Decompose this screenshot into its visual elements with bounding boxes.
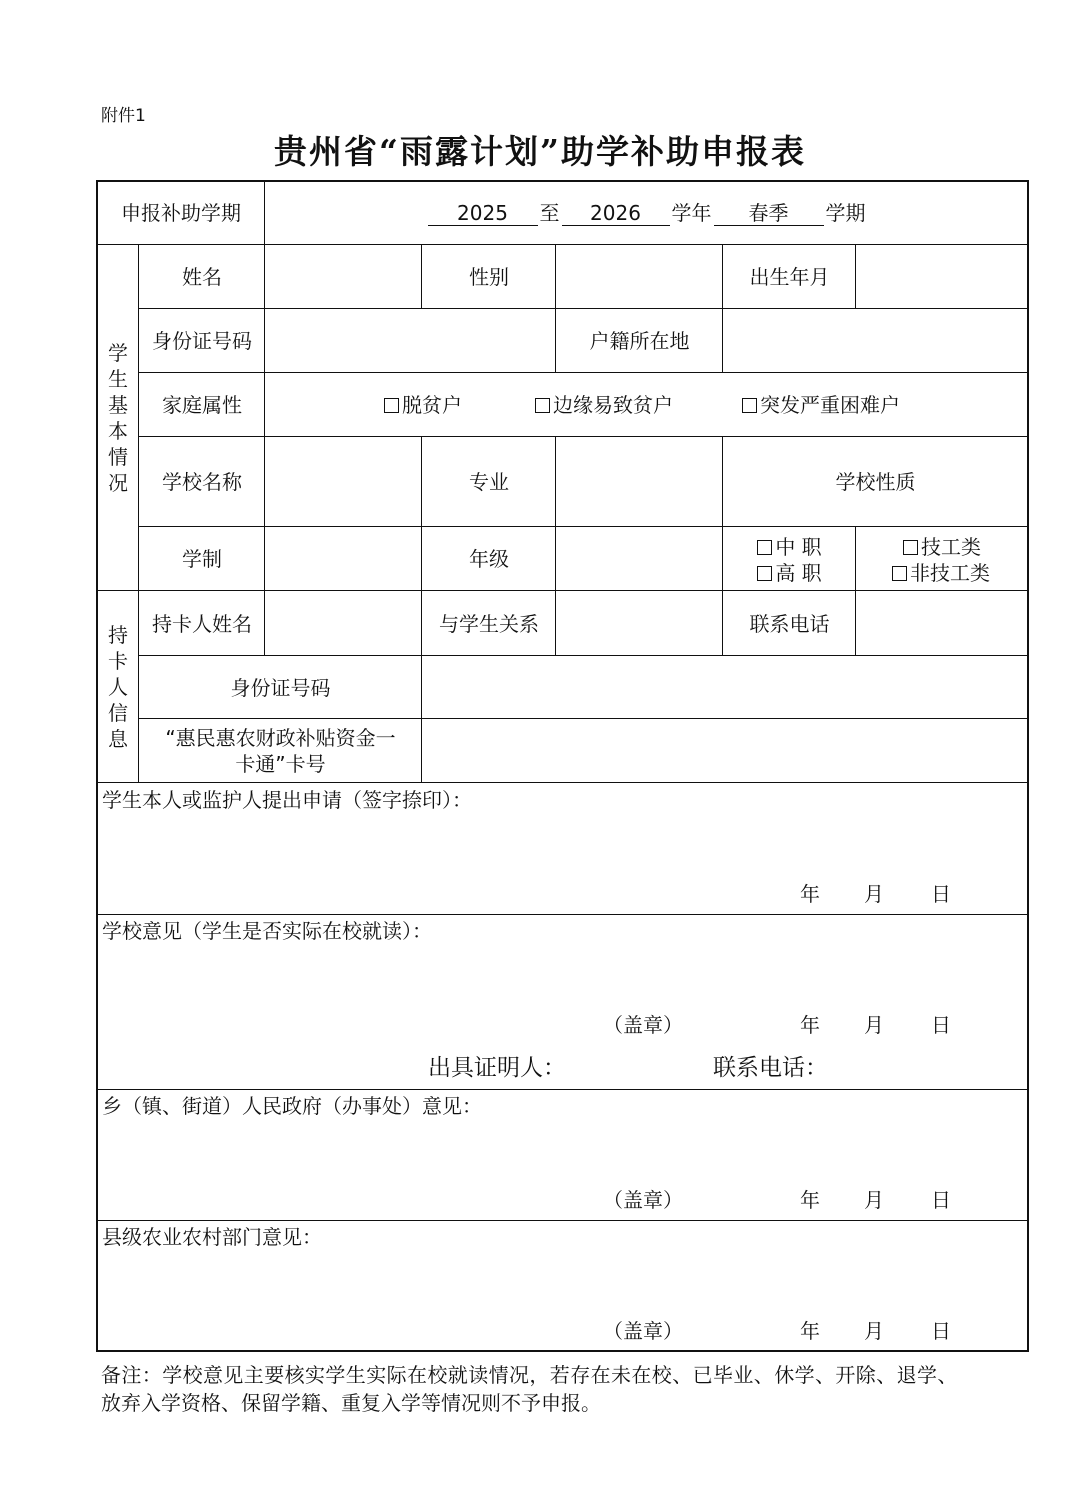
remarks-line2: 放弃入学资格、保留学籍、重复入学等情况则不予申报。	[101, 1391, 601, 1415]
school-seal: （盖章）	[603, 1013, 683, 1037]
term-word: 学期	[825, 201, 866, 225]
term-school-year: 学年	[671, 201, 712, 225]
card-section-label: 持 卡 人 信 息	[108, 623, 128, 751]
level-options	[724, 530, 855, 590]
date-day: 日	[931, 1319, 951, 1343]
county-date[interactable]	[800, 1318, 951, 1344]
date-month: 月	[864, 1013, 884, 1037]
application-date[interactable]	[800, 881, 951, 907]
grade-field[interactable]	[557, 528, 722, 590]
family-option-2[interactable]	[535, 374, 705, 436]
date-year: 年	[800, 1188, 820, 1212]
certifier-label: 出具证明人：	[428, 1055, 566, 1081]
gender-label: 性别	[469, 265, 509, 289]
type-option-label: 非技工类	[910, 561, 990, 585]
holder-phone-field[interactable]	[857, 592, 1027, 655]
checkbox-icon[interactable]	[535, 398, 550, 413]
birth-label: 出生年月	[749, 265, 830, 289]
term-row	[266, 182, 1027, 244]
term-year-start[interactable]: 2025	[428, 201, 538, 226]
term-to: 至	[539, 201, 560, 225]
card-number-label-line2: 卡通”卡号	[235, 752, 326, 776]
school-date[interactable]	[800, 1012, 951, 1038]
date-month: 月	[864, 1188, 884, 1212]
school-opinion-label: 学校意见（学生是否实际在校就读）：	[102, 919, 432, 943]
attachment-label: 附件1	[101, 106, 146, 126]
date-year: 年	[800, 882, 820, 906]
level-option-2[interactable]	[757, 560, 821, 586]
birth-field[interactable]	[857, 246, 1027, 308]
school-contact-label: 联系电话：	[713, 1055, 828, 1081]
checkbox-icon[interactable]	[384, 398, 399, 413]
household-field[interactable]	[724, 310, 1027, 372]
date-month: 月	[864, 1319, 884, 1343]
type-options	[870, 530, 1020, 590]
term-season[interactable]: 春季	[714, 201, 824, 226]
checkbox-icon[interactable]	[892, 566, 907, 581]
name-label: 姓名	[182, 265, 222, 289]
date-month: 月	[864, 882, 884, 906]
grade-label: 年级	[469, 547, 509, 571]
county-opinion-label: 县级农业农村部门意见：	[102, 1225, 322, 1249]
school-name-field[interactable]	[266, 438, 421, 526]
household-label: 户籍所在地	[589, 329, 690, 353]
card-number-label-line1: “惠民惠农财政补贴资金一	[165, 726, 396, 750]
family-attr-label: 家庭属性	[162, 393, 242, 417]
holder-id-field[interactable]	[423, 657, 1027, 718]
level-option-label: 高 职	[775, 561, 822, 585]
term-year-end[interactable]: 2026	[562, 201, 670, 226]
remarks-line1: 备注：学校意见主要核实学生实际在校就读情况，若存在未在校、已毕业、休学、开除、退学、	[101, 1363, 958, 1387]
type-option-2[interactable]	[892, 560, 990, 586]
name-field[interactable]	[266, 246, 421, 308]
holder-phone-label: 联系电话	[749, 611, 830, 636]
type-option-1[interactable]	[903, 534, 981, 560]
holder-id-label: 身份证号码	[230, 675, 331, 700]
town-opinion-label: 乡（镇、街道）人民政府（办事处）意见：	[102, 1094, 482, 1118]
school-nature-label: 学校性质	[835, 470, 916, 494]
checkbox-icon[interactable]	[757, 540, 772, 555]
relation-label: 与学生关系	[439, 611, 539, 636]
major-field[interactable]	[557, 438, 722, 526]
school-name-label: 学校名称	[162, 470, 242, 494]
card-number-label	[140, 720, 421, 782]
card-number-field[interactable]	[423, 720, 1027, 782]
date-day: 日	[931, 1013, 951, 1037]
family-option-label: 边缘易致贫户	[553, 393, 673, 417]
term-label: 申报补助学期	[121, 201, 241, 225]
town-date[interactable]	[800, 1187, 951, 1213]
family-option-1[interactable]	[384, 374, 484, 436]
student-section-label: 学 生 基 本 情 况	[108, 341, 128, 495]
form-title: 贵州省“雨露计划”助学补助申报表	[274, 132, 806, 171]
checkbox-icon[interactable]	[742, 398, 757, 413]
date-year: 年	[800, 1013, 820, 1037]
holder-name-field[interactable]	[266, 592, 421, 655]
relation-field[interactable]	[557, 592, 722, 655]
town-seal: （盖章）	[603, 1188, 683, 1212]
family-option-label: 突发严重困难户	[760, 393, 900, 417]
type-option-label: 技工类	[921, 535, 981, 559]
date-day: 日	[931, 1188, 951, 1212]
schooling-field[interactable]	[266, 528, 421, 590]
major-label: 专业	[469, 470, 509, 494]
level-option-1[interactable]	[757, 534, 821, 560]
gender-field[interactable]	[557, 246, 722, 308]
date-day: 日	[931, 882, 951, 906]
id-field[interactable]	[266, 310, 555, 372]
county-seal: （盖章）	[603, 1319, 683, 1343]
level-option-label: 中 职	[775, 535, 822, 559]
family-option-3[interactable]	[742, 374, 942, 436]
schooling-label: 学制	[182, 547, 222, 571]
date-year: 年	[800, 1319, 820, 1343]
holder-name-label: 持卡人姓名	[152, 611, 252, 636]
family-option-label: 脱贫户	[402, 393, 462, 417]
id-label: 身份证号码	[152, 329, 252, 353]
checkbox-icon[interactable]	[757, 566, 772, 581]
application-label: 学生本人或监护人提出申请（签字捺印）：	[102, 788, 472, 812]
checkbox-icon[interactable]	[903, 540, 918, 555]
